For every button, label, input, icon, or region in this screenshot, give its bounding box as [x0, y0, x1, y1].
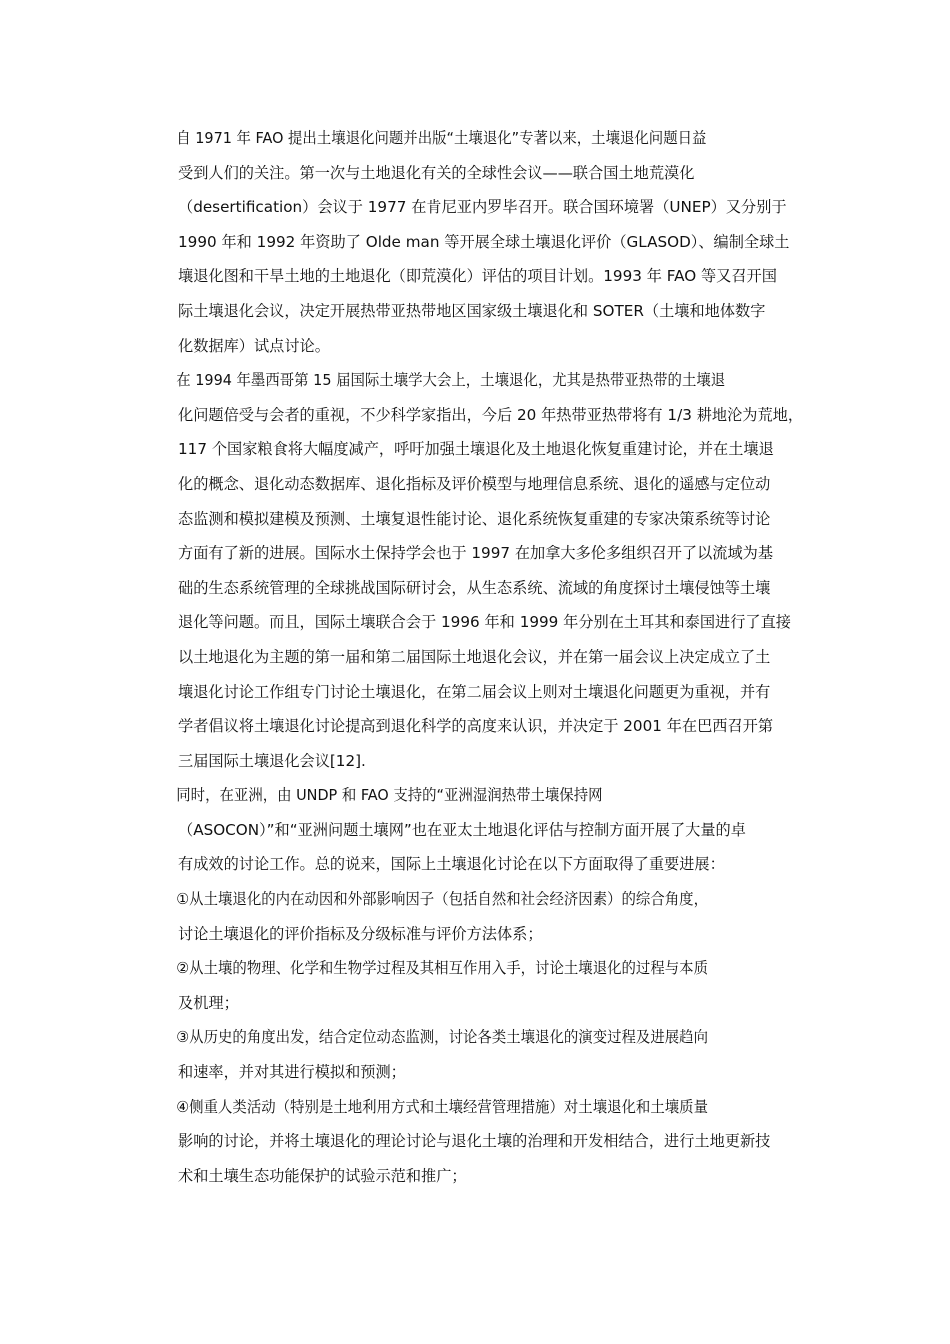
text-line: ②从土壤的物理、化学和生物学过程及其相互作用入手，讨论土壤退化的过程与本质: [176, 959, 709, 978]
paragraph-item-4: [144, 1090, 810, 1194]
paragraph-item-3: [144, 1020, 810, 1089]
text-line: 方面有了新的进展。国际水土保持学会也于 1997 在加拿大多伦多组织召开了以流域为基: [178, 544, 774, 563]
document-body: [144, 121, 810, 1193]
text-line: 以土地退化为主题的第一届和第二届国际土地退化会议，并在第一届会议上决定成立了土: [178, 647, 771, 666]
text-line: 三届国际土壤退化会议[12].: [178, 751, 366, 770]
text-line: 受到人们的关注。第一次与土地退化有关的全球性会议——联合国土地荒漠化: [178, 163, 695, 182]
text-line: 础的生态系统管理的全球挑战国际研讨会，从生态系统、流域的角度探讨土壤侵蚀等土壤: [178, 578, 771, 597]
text-line: 有成效的讨论工作。总的说来，国际上土壤退化讨论在以下方面取得了重要进展：: [178, 855, 725, 874]
text-line: （desertification）会议于 1977 在肯尼亚内罗毕召开。联合国环境署（UNEP）又分别于: [178, 198, 787, 217]
text-line: 讨论土壤退化的评价指标及分级标准与评价方法体系；: [178, 924, 543, 943]
text-line: 化数据库）试点讨论。: [178, 336, 330, 355]
text-line: 1990 年和 1992 年资助了 Olde man 等开展全球土壤退化评价（GLASOD）、编制全球土: [178, 232, 790, 251]
text-line: 影响的讨论，并将土壤退化的理论讨论与退化土壤的治理和开发相结合，进行土地更新技: [178, 1132, 771, 1151]
text-line: 壤退化图和干旱土地的土地退化（即荒漠化）评估的项目计划。1993 年 FAO 等又召开国: [178, 267, 777, 286]
text-line: 和速率，并对其进行模拟和预测；: [178, 1063, 406, 1082]
text-line: （ASOCON）”和“亚洲问题土壤网”也在亚太土地退化评估与控制方面开展了大量的卓: [178, 820, 746, 839]
text-line: ④侧重人类活动（特别是土地利用方式和土壤经营管理措施）对土壤退化和土壤质量: [176, 1097, 709, 1116]
text-line: 同时，在亚洲，由 UNDP 和 FAO 支持的“亚洲湿润热带土壤保持网: [176, 786, 603, 805]
text-line: 态监测和模拟建模及预测、土壤复退性能讨论、退化系统恢复重建的专家决策系统等讨论: [178, 509, 771, 528]
paragraph-2: [144, 363, 810, 778]
text-line: ①从土壤退化的内在动因和外部影响因子（包括自然和社会经济因素）的综合角度，: [176, 890, 709, 909]
paragraph-item-1: [144, 882, 810, 951]
paragraph-item-2: [144, 951, 810, 1020]
text-line: 术和土壤生态功能保护的试验示范和推广；: [178, 1166, 467, 1185]
text-line: 在 1994 年墨西哥第 15 届国际土壤学大会上，土壤退化，尤其是热带亚热带的土壤退: [176, 371, 726, 390]
text-line: 学者倡议将土壤退化讨论提高到退化科学的高度来认识，并决定于 2001 年在巴西召开第: [178, 717, 774, 736]
text-line: 退化等问题。而且，国际土壤联合会于 1996 年和 1999 年分别在土耳其和泰国进行了直接: [178, 613, 791, 632]
text-line: 117 个国家粮食将大幅度减产，呼吁加强土壤退化及土地退化恢复重建讨论，并在土壤退: [178, 440, 774, 459]
paragraph-3: [144, 778, 810, 882]
text-line: ③从历史的角度出发，结合定位动态监测，讨论各类土壤退化的演变过程及进展趋向: [176, 1028, 709, 1047]
text-line: 化的概念、退化动态数据库、退化指标及评价模型与地理信息系统、退化的遥感与定位动: [178, 474, 771, 493]
text-line: 及机理；: [178, 993, 239, 1012]
text-line: 化问题倍受与会者的重视，不少科学家指出，今后 20 年热带亚热带将有 1/3 耕地沦为荒地，: [178, 405, 804, 424]
text-line: 壤退化讨论工作组专门讨论土壤退化，在第二届会议上则对土壤退化问题更为重视，并有: [178, 682, 771, 701]
paragraph-1: [144, 121, 810, 363]
text-line: 自 1971 年 FAO 提出土壤退化问题并出版“土壤退化”专著以来，土壤退化问题日益: [176, 129, 707, 147]
text-line: 际土壤退化会议，决定开展热带亚热带地区国家级土壤退化和 SOTER（土壤和地体数字: [178, 301, 766, 320]
